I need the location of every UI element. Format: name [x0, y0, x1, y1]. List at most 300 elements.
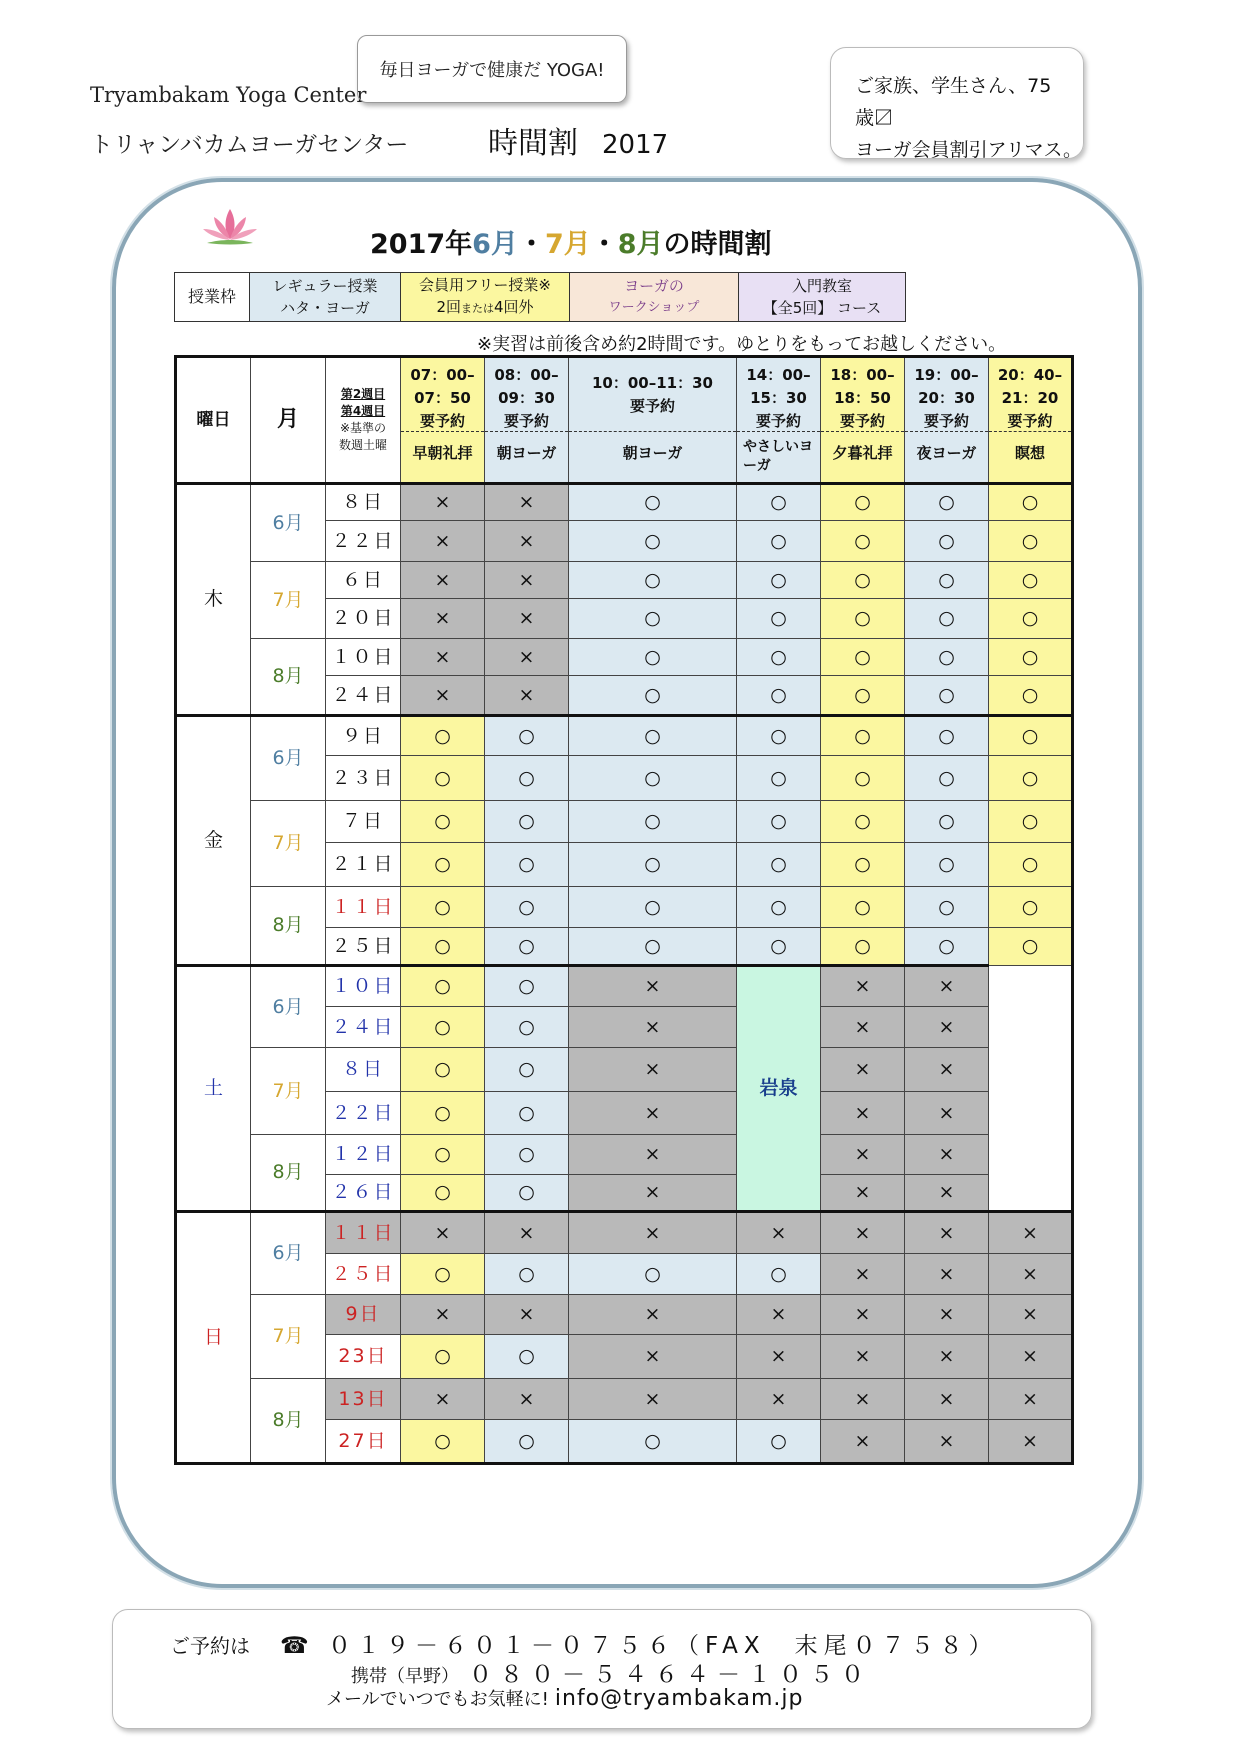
slot-cell: ×	[989, 1420, 1073, 1464]
slot-cell: ×	[569, 1135, 737, 1175]
slot-cell: ○	[821, 843, 905, 887]
slot-cell: ○	[485, 843, 569, 887]
slot-cell: ○	[737, 843, 821, 887]
month-cell: 7月	[251, 801, 326, 887]
legend-intro-line-1: 入門教室	[791, 277, 852, 295]
date-cell: 27日	[326, 1420, 401, 1464]
slot-2-start: 08：00–	[494, 366, 559, 384]
month-cell: 6月	[251, 716, 326, 801]
slot-cell: ○	[485, 801, 569, 843]
slot-cell: ○	[485, 1007, 569, 1048]
class-legend	[174, 272, 906, 322]
legend-free	[401, 273, 570, 322]
slot-cell: ○	[737, 599, 821, 639]
legend-intro-line-2: 【全5回】 コース	[762, 299, 882, 317]
table-row	[176, 1048, 1073, 1092]
slot-cell: ×	[905, 1212, 989, 1254]
date-cell: １０日	[326, 639, 401, 676]
slot-4-end: 15：30	[750, 389, 807, 407]
table-title-july: 7月	[544, 229, 591, 260]
slot-cell: ○	[989, 887, 1073, 928]
slot-cell: ○	[401, 1048, 485, 1092]
slot-cell: ×	[905, 966, 989, 1007]
date-cell: ２５日	[326, 1254, 401, 1295]
slot-cell: ○	[905, 843, 989, 887]
slot-cell: ○	[485, 1135, 569, 1175]
slot-5-reserve: 要予約	[839, 412, 885, 430]
date-cell: ２３日	[326, 756, 401, 801]
slot-4-time	[737, 358, 820, 432]
contact-mail-line	[326, 1685, 804, 1711]
slot-cell: ○	[569, 484, 737, 521]
slot-cell: ○	[401, 843, 485, 887]
slot-6-end: 20：30	[918, 389, 975, 407]
slot-cell: ○	[485, 756, 569, 801]
slot-cell: ○	[737, 562, 821, 599]
slot-cell: ○	[821, 484, 905, 521]
date-cell: ９日	[326, 716, 401, 756]
slot-cell: ○	[485, 716, 569, 756]
slot-cell: ○	[989, 484, 1073, 521]
slot-cell: ×	[821, 1048, 905, 1092]
slot-cell: ×	[401, 639, 485, 676]
slot-cell: ○	[905, 599, 989, 639]
slot-cell: ○	[569, 716, 737, 756]
header-slot-7	[989, 357, 1073, 484]
date-cell: ２２日	[326, 1092, 401, 1135]
legend-free-or: または	[461, 302, 494, 315]
slot-cell: ○	[569, 801, 737, 843]
slot-cell: ○	[401, 1420, 485, 1464]
table-row	[176, 639, 1073, 676]
slot-cell: ×	[569, 1335, 737, 1379]
slot-cell: ×	[737, 1335, 821, 1379]
slot-cell: ×	[821, 1379, 905, 1420]
legend-free-line-2	[401, 296, 569, 320]
slot-cell: ×	[569, 966, 737, 1007]
slot-cell: ×	[401, 562, 485, 599]
slot-cell: ○	[485, 1092, 569, 1135]
header-week-line-3: ※基準の	[339, 421, 387, 435]
slot-1-name: 早朝礼拝	[412, 444, 473, 462]
slot-cell: ×	[485, 639, 569, 676]
slot-cell: ×	[485, 676, 569, 716]
header-slot-2	[485, 357, 569, 484]
slot-cell: ○	[989, 843, 1073, 887]
slot-cell: ×	[485, 599, 569, 639]
table-row	[176, 484, 1073, 521]
slot-cell: ○	[401, 966, 485, 1007]
slot-cell: ○	[401, 1175, 485, 1212]
slot-cell: ×	[569, 1175, 737, 1212]
slot-cell: ×	[485, 521, 569, 562]
slot-cell: ×	[821, 1135, 905, 1175]
month-cell: 8月	[251, 887, 326, 966]
header-week	[326, 357, 401, 484]
slot-5-name: 夕暮礼拝	[832, 444, 893, 462]
slot-cell: ×	[401, 1212, 485, 1254]
header-slot-5	[821, 357, 905, 484]
header-slot-3	[569, 357, 737, 484]
slot-cell: ○	[737, 639, 821, 676]
slot-1-end: 07：50	[414, 389, 471, 407]
month-cell: 6月	[251, 966, 326, 1048]
mail-label: メールでいつでもお気軽に!	[326, 1689, 549, 1710]
slot-cell: ○	[485, 966, 569, 1007]
slot-cell: ×	[821, 1335, 905, 1379]
date-cell: １１日	[326, 1212, 401, 1254]
slot-cell: ○	[569, 562, 737, 599]
weekday-cell: 日	[176, 1212, 251, 1464]
slot-cell: ×	[821, 966, 905, 1007]
date-cell: 13日	[326, 1379, 401, 1420]
slot-6-name: 夜ヨーガ	[916, 444, 977, 462]
slot-2-end: 09：30	[498, 389, 555, 407]
slot-cell: ○	[821, 928, 905, 966]
practice-note: ※実習は前後含め約2時間です。ゆとりをもってお越しください。	[477, 334, 1007, 355]
table-row	[176, 1379, 1073, 1420]
slot-cell: ○	[569, 928, 737, 966]
legend-workshop-line-2: ワークショップ	[608, 300, 700, 315]
slot-7-start: 20：40–	[997, 366, 1063, 384]
slot-cell: ○	[905, 639, 989, 676]
slot-2-reserve: 要予約	[503, 412, 549, 430]
slot-3-start: 10：00–11：30	[592, 374, 713, 392]
slogan-text: 毎日ヨーガで健康だ YOGA!	[379, 60, 605, 81]
slogan-box	[357, 35, 627, 103]
slot-cell: ○	[485, 928, 569, 966]
date-cell: 23日	[326, 1335, 401, 1379]
slot-6-reserve: 要予約	[923, 412, 969, 430]
slot-cell: ×	[485, 484, 569, 521]
slot-cell: ×	[401, 484, 485, 521]
slot-cell: ○	[737, 716, 821, 756]
org-name-en: Tryambakam Yoga Center	[90, 83, 367, 107]
slot-cell: ○	[737, 1254, 821, 1295]
slot-cell: ×	[401, 599, 485, 639]
slot-2-name: 朝ヨーガ	[496, 444, 557, 462]
table-title-sep-1: ・	[517, 229, 545, 260]
slot-cell: ×	[821, 1007, 905, 1048]
legend-label: 授業枠	[175, 273, 250, 322]
slot-cell: ○	[989, 521, 1073, 562]
slot-cell: ○	[401, 1092, 485, 1135]
slot-cell: ×	[821, 1254, 905, 1295]
discount-box	[830, 47, 1084, 159]
slot-4-reserve: 要予約	[755, 412, 801, 430]
slot-cell: ×	[989, 1295, 1073, 1335]
header-slot-1	[401, 357, 485, 484]
slot-cell: ×	[401, 521, 485, 562]
mail-address[interactable]: info@tryambakam.jp	[554, 1686, 804, 1711]
table-title	[370, 222, 772, 261]
title-text: 時間割	[488, 126, 578, 161]
slot-cell: ×	[905, 1048, 989, 1092]
table-title-august: 8月	[617, 229, 664, 260]
slot-cell: ×	[905, 1335, 989, 1379]
date-cell: ７日	[326, 801, 401, 843]
slot-cell: ○	[989, 639, 1073, 676]
slot-cell: ○	[569, 887, 737, 928]
slot-1-reserve: 要予約	[419, 412, 465, 430]
table-row	[176, 1135, 1073, 1175]
slot-cell: ○	[905, 801, 989, 843]
slot-cell: ○	[989, 599, 1073, 639]
slot-cell: ○	[737, 756, 821, 801]
month-cell: 6月	[251, 484, 326, 562]
date-cell: ２０日	[326, 599, 401, 639]
slot-cell: ○	[821, 756, 905, 801]
slot-cell: ○	[989, 928, 1073, 966]
slot-cell: ×	[569, 1212, 737, 1254]
date-cell: 9日	[326, 1295, 401, 1335]
date-cell: ２５日	[326, 928, 401, 966]
slot-cell: ○	[905, 928, 989, 966]
table-header-row	[176, 357, 1073, 484]
slot-cell: ×	[989, 1254, 1073, 1295]
slot-cell: ×	[401, 1295, 485, 1335]
slot-5-time	[821, 358, 904, 432]
slot-cell: ○	[737, 928, 821, 966]
slot-7-end: 21：20	[1001, 389, 1059, 407]
slot-cell: ○	[401, 716, 485, 756]
org-name-ja: トリャンバカムヨーガセンター	[90, 132, 409, 158]
slot-cell: ○	[905, 887, 989, 928]
slot-cell: ×	[737, 1212, 821, 1254]
date-cell: ２４日	[326, 676, 401, 716]
slot-1-start: 07：00–	[410, 366, 475, 384]
slot-cell: ○	[737, 521, 821, 562]
slot-cell: ○	[401, 756, 485, 801]
table-title-suffix: の時間割	[663, 229, 772, 260]
slot-cell: ×	[401, 676, 485, 716]
slot-cell: ×	[905, 1254, 989, 1295]
slot-4-name: やさしいヨーガ	[743, 439, 813, 474]
table-row	[176, 716, 1073, 756]
date-cell: ８日	[326, 484, 401, 521]
slot-3-reserve: 要予約	[629, 397, 675, 415]
legend-regular-line-1: レギュラー授業	[272, 277, 378, 295]
slot-cell: ○	[989, 756, 1073, 801]
table-row	[176, 1212, 1073, 1254]
slot-cell: ○	[905, 562, 989, 599]
slot-cell: ×	[821, 1295, 905, 1335]
table-row	[176, 562, 1073, 599]
month-cell: 8月	[251, 1135, 326, 1212]
slot-cell: ×	[569, 1048, 737, 1092]
table-title-sep-2: ・	[590, 229, 618, 260]
title-year: 2017	[602, 130, 669, 160]
legend-free-count-b: 4回外	[494, 298, 534, 316]
slot-cell: ×	[905, 1175, 989, 1212]
table-title-june: 6月	[472, 229, 518, 260]
slot-cell: ○	[821, 521, 905, 562]
legend-free-line-1: 会員用フリー授業※	[419, 276, 551, 294]
slot-cell: ○	[401, 1254, 485, 1295]
slot-2-time	[485, 358, 568, 432]
slot-cell: ○	[989, 676, 1073, 716]
legend-workshop	[570, 273, 739, 322]
slot-cell: ○	[989, 562, 1073, 599]
slot-cell: ○	[905, 676, 989, 716]
slot-3-name: 朝ヨーガ	[622, 444, 683, 462]
slot-cell: ×	[905, 1007, 989, 1048]
slot-cell: ○	[485, 1420, 569, 1464]
lotus-icon	[197, 205, 263, 253]
slot-cell: ○	[821, 676, 905, 716]
legend-regular	[250, 273, 401, 322]
slot-cell: ○	[737, 676, 821, 716]
slot-cell: ×	[485, 1212, 569, 1254]
document-title	[488, 118, 668, 162]
slot-cell: ×	[905, 1135, 989, 1175]
slot-5-end: 18：50	[834, 389, 891, 407]
slot-cell: ○	[821, 639, 905, 676]
slot-5-start: 18：00–	[830, 366, 895, 384]
slot-cell: ×	[905, 1092, 989, 1135]
slot-cell: ○	[737, 801, 821, 843]
slot-cell: ○	[737, 1420, 821, 1464]
slot-cell: ○	[485, 887, 569, 928]
weekday-cell: 土	[176, 966, 251, 1212]
date-cell: ８日	[326, 1048, 401, 1092]
slot-cell: ○	[905, 716, 989, 756]
slot-cell: ×	[485, 562, 569, 599]
slot-cell: ○	[821, 801, 905, 843]
slot-cell: ○	[821, 562, 905, 599]
slot-cell: ×	[485, 1379, 569, 1420]
slot-cell: ×	[569, 1007, 737, 1048]
slot-cell: ×	[821, 1420, 905, 1464]
slot-cell: ×	[569, 1379, 737, 1420]
date-cell: ２２日	[326, 521, 401, 562]
slot-cell: ○	[485, 1335, 569, 1379]
date-cell: １２日	[326, 1135, 401, 1175]
slot-cell: ○	[401, 801, 485, 843]
slot-cell: ○	[569, 1254, 737, 1295]
date-cell: ６日	[326, 562, 401, 599]
slot-cell: ×	[989, 1335, 1073, 1379]
schedule-table	[174, 355, 1074, 1465]
legend-intro	[739, 273, 906, 322]
slot-cell: ○	[569, 639, 737, 676]
slot-7-time	[989, 358, 1071, 432]
mobile-label: 携帯（早野）	[351, 1666, 459, 1687]
date-cell: １１日	[326, 887, 401, 928]
slot-cell: ○	[401, 1007, 485, 1048]
slot-1-time	[401, 358, 484, 432]
slot-6-start: 19：00–	[914, 366, 979, 384]
slot-cell: ○	[989, 716, 1073, 756]
slot-cell: ○	[401, 928, 485, 966]
slot-cell: ○	[905, 756, 989, 801]
table-title-prefix: 2017年	[370, 229, 473, 260]
table-row	[176, 801, 1073, 843]
date-cell: １０日	[326, 966, 401, 1007]
mobile-number: ０８０－５４６４－１０５０	[469, 1662, 872, 1688]
slot-cell: ×	[737, 1295, 821, 1335]
header-slot-4	[737, 357, 821, 484]
slot-cell: ○	[485, 1175, 569, 1212]
slot-cell: ○	[821, 887, 905, 928]
month-cell: 6月	[251, 1212, 326, 1295]
slot-cell: ×	[401, 1379, 485, 1420]
slot-cell: ○	[569, 676, 737, 716]
weekday-cell: 金	[176, 716, 251, 966]
slot-cell: ○	[485, 1048, 569, 1092]
slot-cell: ×	[989, 1212, 1073, 1254]
slot-cell: ×	[905, 1420, 989, 1464]
header-week-line-4: 数週土曜	[338, 438, 387, 452]
table-row	[176, 887, 1073, 928]
legend-free-count-a: 2回	[436, 298, 461, 316]
slot-cell: ×	[569, 1295, 737, 1335]
reserve-label: ご予約は	[170, 1634, 250, 1658]
date-cell: ２６日	[326, 1175, 401, 1212]
header-week-line-2: 第4週目	[340, 404, 386, 418]
slot-cell: ○	[905, 521, 989, 562]
slot-cell: ○	[401, 1135, 485, 1175]
discount-line-1: ご家族、学生さん、75 歳〼	[855, 75, 1052, 129]
phone-icon: ☎	[280, 1633, 315, 1659]
month-cell: 8月	[251, 1379, 326, 1464]
month-cell: 7月	[251, 562, 326, 639]
month-cell: 7月	[251, 1048, 326, 1135]
slot-cell: ○	[569, 1420, 737, 1464]
slot-cell: ×	[821, 1212, 905, 1254]
slot-cell: ×	[737, 1379, 821, 1420]
date-cell: ２４日	[326, 1007, 401, 1048]
header-week-line-1: 第2週目	[340, 387, 386, 401]
slot-7-reserve: 要予約	[1007, 412, 1053, 430]
header-weekday: 曜日	[176, 357, 251, 484]
slot-cell: ×	[821, 1175, 905, 1212]
slot-cell: ○	[569, 843, 737, 887]
slot-cell: ×	[485, 1295, 569, 1335]
slot-6-time	[905, 358, 988, 432]
header-month: 月	[251, 357, 326, 484]
legend-regular-line-2: ハタ・ヨーガ	[280, 299, 370, 317]
month-cell: 7月	[251, 1295, 326, 1379]
discount-line-2: ヨーガ会員割引アリマス。	[855, 139, 1083, 161]
schedule-body	[176, 484, 1073, 1464]
weekday-cell: 木	[176, 484, 251, 716]
slot-cell: ○	[737, 887, 821, 928]
slot-cell: ×	[569, 1092, 737, 1135]
slot-cell: ○	[401, 887, 485, 928]
slot-cell: ○	[485, 1254, 569, 1295]
merged-location-cell: 岩泉	[737, 966, 821, 1212]
legend-workshop-line-1: ヨーガの	[624, 277, 684, 295]
slot-cell: ○	[821, 716, 905, 756]
slot-cell: ×	[821, 1092, 905, 1135]
date-cell: ２１日	[326, 843, 401, 887]
slot-cell: ○	[569, 756, 737, 801]
slot-cell: ×	[905, 1379, 989, 1420]
slot-cell: ○	[737, 484, 821, 521]
slot-7-name: 瞑想	[1014, 444, 1045, 462]
slot-cell: ○	[905, 484, 989, 521]
slot-cell: ○	[569, 599, 737, 639]
header-slot-6	[905, 357, 989, 484]
table-row	[176, 966, 1073, 1007]
slot-cell: ○	[569, 521, 737, 562]
slot-cell: ○	[989, 801, 1073, 843]
slot-cell: ○	[401, 1335, 485, 1379]
slot-4-start: 14：00–	[746, 366, 811, 384]
phone-number-text: ０１９－６０１－０７５６（FAX 末尾０７５８）	[327, 1633, 998, 1659]
slot-3-time	[569, 358, 736, 432]
